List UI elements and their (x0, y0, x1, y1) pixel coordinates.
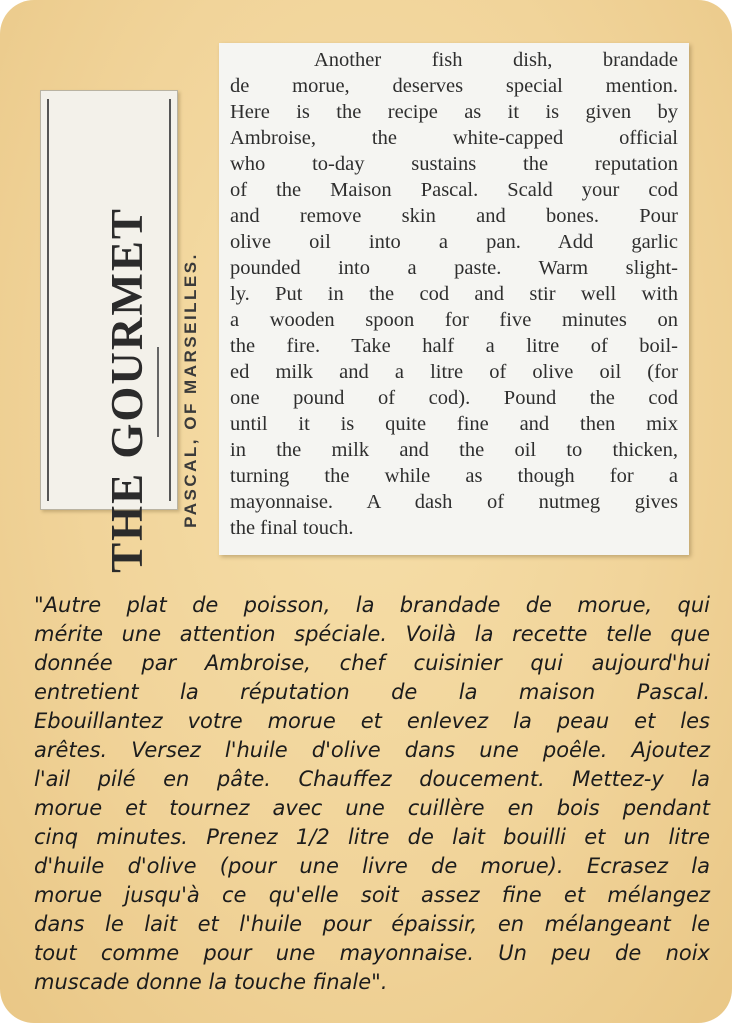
column-rule-right (169, 99, 171, 501)
translation-line: morue et tournez avec une cuillère en bois pendant (34, 796, 710, 820)
translation-line: morue jusqu'à ce qu'elle soit assez fine et mélangez (34, 883, 710, 907)
translation-line: "Autre plat de poisson, la brandade de morue, qui (34, 593, 710, 617)
clipping-line: ly. Put in the cod and stir well with (230, 283, 678, 305)
clipping-line: the fire. Take half a litre of boil- (230, 335, 678, 357)
translation-line: donnée par Ambroise, chef cuisinier qui aujourd'hui (34, 651, 710, 675)
clipping-line: de morue, deserves special mention. (230, 75, 678, 97)
translation-line: Ebouillantez votre morue et enlevez la peau et les (34, 709, 710, 733)
clipping-line: and remove skin and bones. Pour (230, 205, 678, 227)
translation-line: d'huile d'olive (pour une livre de morue). Ecrasez la (34, 854, 710, 878)
translation-line: l'ail pilé en pâte. Chauffez doucement. Mettez-y la (34, 767, 710, 791)
clipping-line: ed milk and a litre of olive oil (for (230, 361, 678, 383)
clipping-line: until it is quite fine and then mix (230, 413, 678, 435)
clipping-line: Another fish dish, brandade (314, 49, 678, 71)
translation-line: entretient la réputation de la maison Pascal. (34, 680, 710, 704)
translation-line: cinq minutes. Prenez 1/2 litre de lait bouilli et un litre (34, 825, 710, 849)
clipping-line: turning the while as though for a (230, 465, 678, 487)
translation-line: muscade donne la touche finale". (34, 970, 388, 994)
column-rule-left (47, 99, 49, 501)
clipping-line: in the milk and the oil to thicken, (230, 439, 678, 461)
clipping-line: Here is the recipe as it is given by (230, 101, 678, 123)
translation-line: mérite une attention spéciale. Voilà la recette telle que (34, 622, 710, 646)
newspaper-clipping (219, 43, 689, 555)
french-translation (34, 591, 710, 997)
translation-line: tout comme pour une mayonnaise. Un peu de noix (34, 941, 710, 965)
clipping-line: the final touch. (230, 517, 354, 539)
clipping-line: pounded into a paste. Warm slight- (230, 257, 678, 279)
clipping-line: mayonnaise. A dash of nutmeg gives (230, 491, 678, 513)
clipping-line: Ambroise, the white-capped official (230, 127, 678, 149)
clipping-line: of the Maison Pascal. Scald your cod (230, 179, 678, 201)
headline-divider (157, 347, 159, 437)
headline-title: THE GOURMET (102, 207, 152, 573)
clipping-line: one pound of cod). Pound the cod (230, 387, 678, 409)
headline-byline: PASCAL, OF MARSEILLES. (181, 252, 200, 528)
headline-clipping (40, 90, 200, 573)
clipping-line: who to-day sustains the reputation (230, 153, 678, 175)
clipping-line: a wooden spoon for five minutes on (230, 309, 678, 331)
translation-line: dans le lait et l'huile pour épaissir, en mélangeant le (34, 912, 710, 936)
clipping-line: olive oil into a pan. Add garlic (230, 231, 678, 253)
translation-line: arêtes. Versez l'huile d'olive dans une poêle. Ajoutez (34, 738, 710, 762)
